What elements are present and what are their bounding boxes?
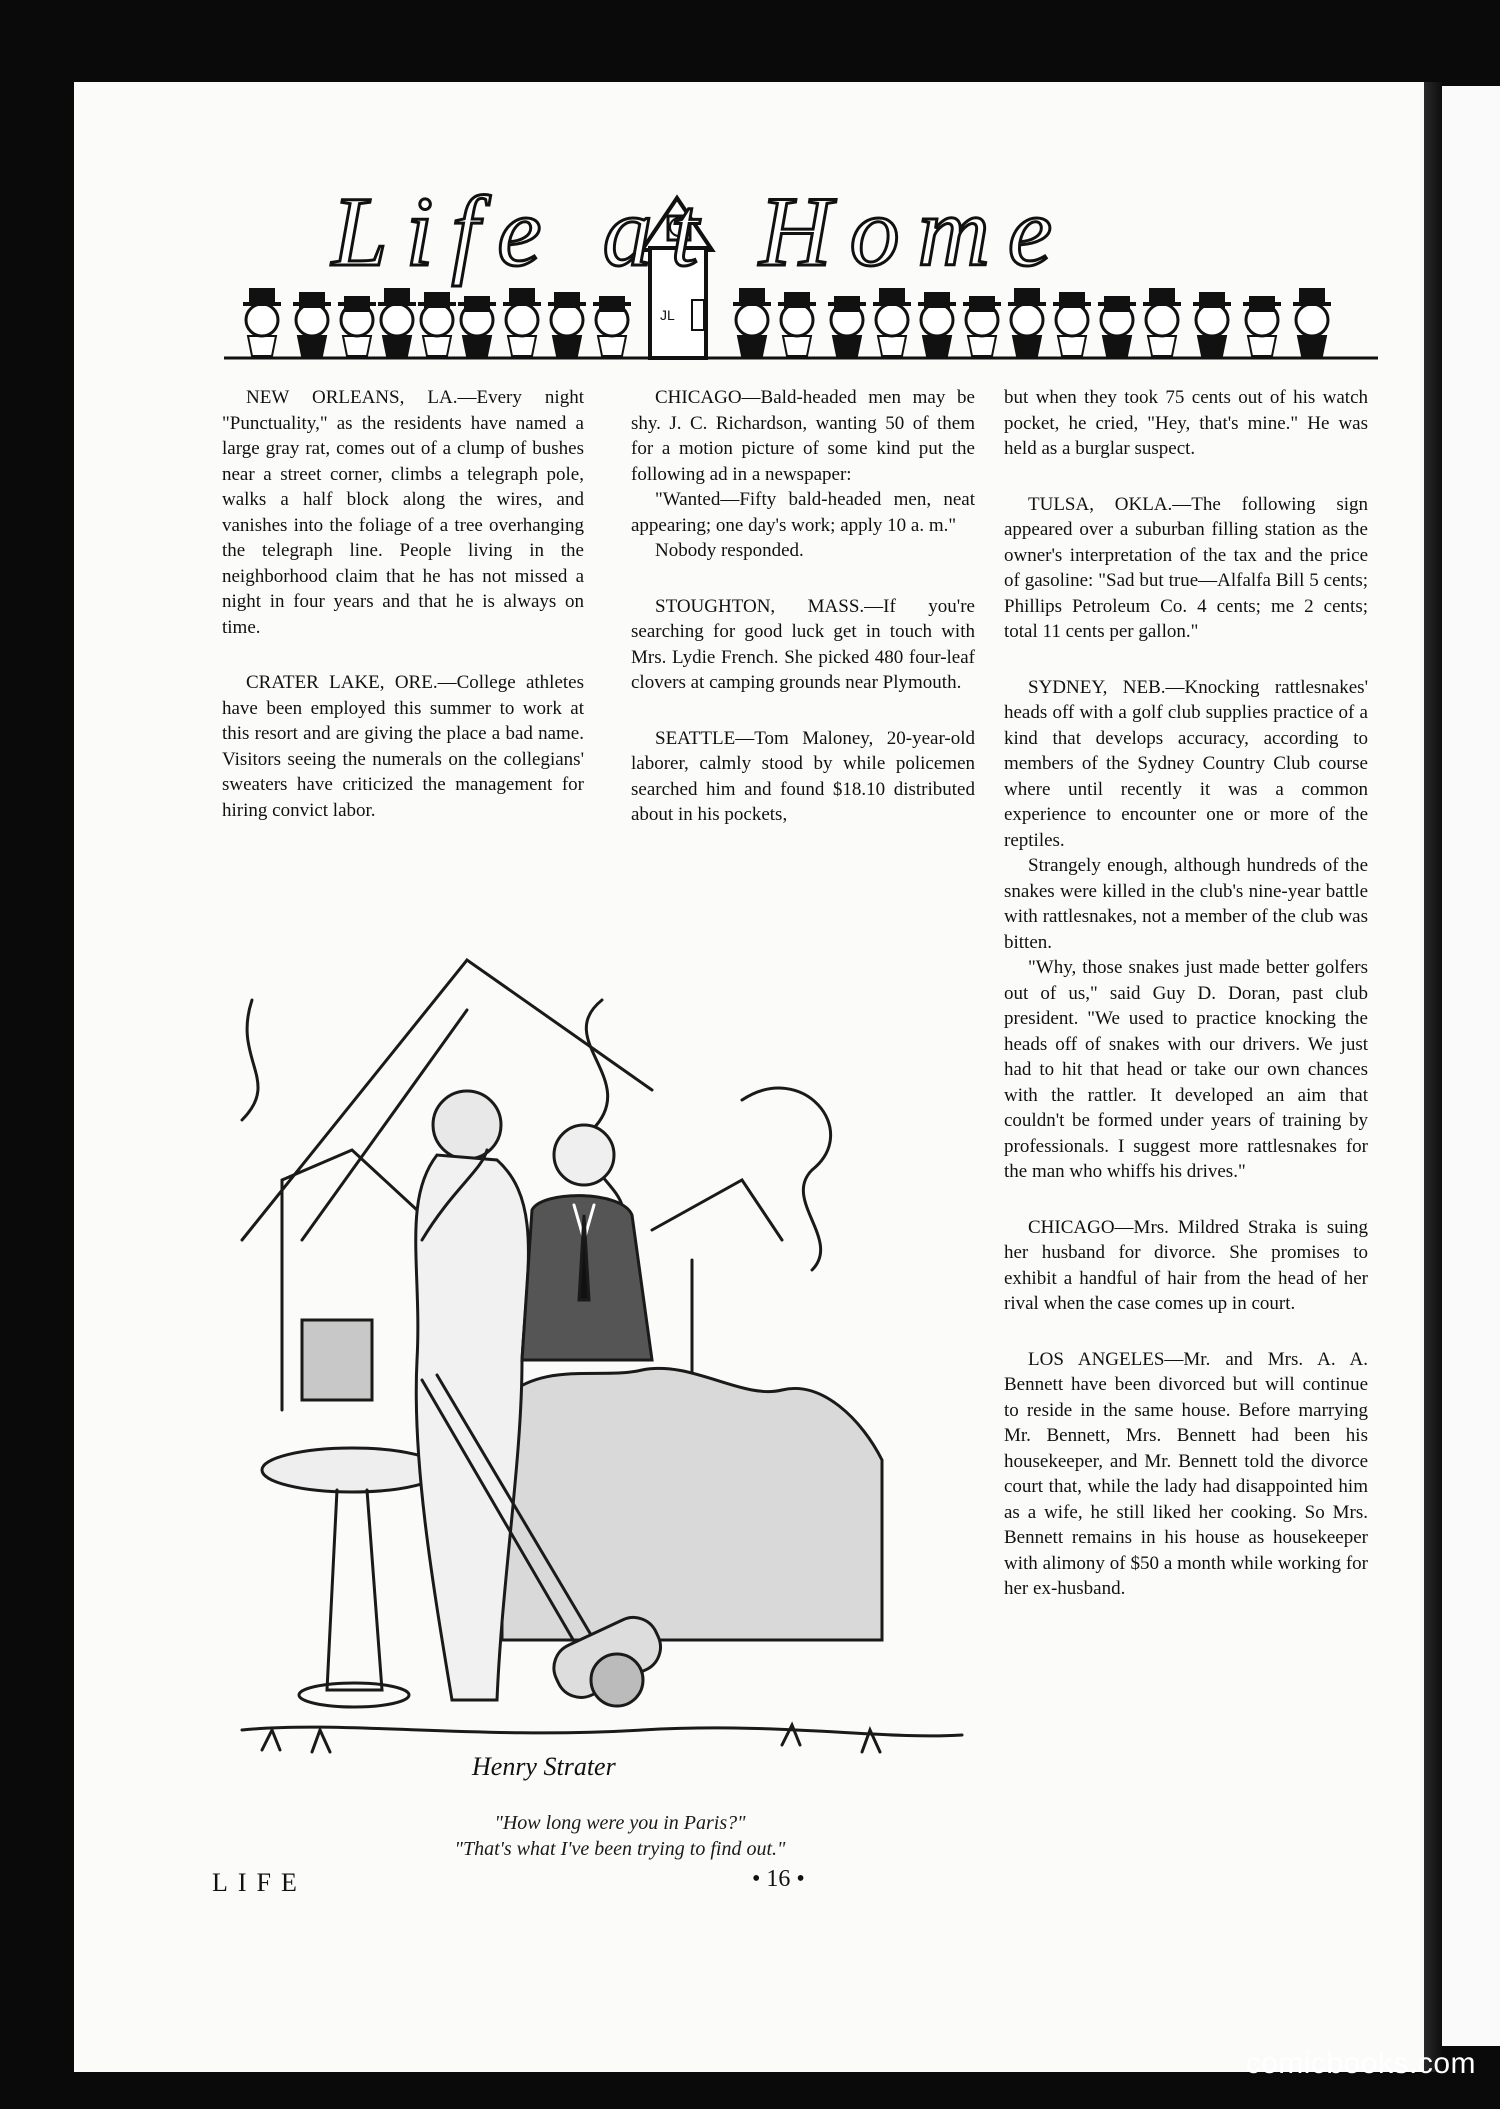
cartoon-figure bbox=[548, 292, 586, 356]
news-item-crater-lake bbox=[222, 670, 584, 823]
section-masthead bbox=[222, 170, 1380, 370]
caption-line-answer: "That's what I've been trying to find out." bbox=[454, 1838, 786, 1860]
news-paragraph: STOUGHTON, MASS.—If you're searching for good luck get in touch with Mrs. Lydie French. She picked 480 four-leaf clovers at camping grounds near Plymouth. bbox=[631, 595, 975, 693]
news-item-los-angeles bbox=[1004, 1347, 1368, 1602]
cartoon-figure bbox=[1243, 296, 1281, 356]
house-sign-initials: JL bbox=[660, 307, 675, 323]
news-paragraph: LOS ANGELES—Mr. and Mrs. A. A. Bennett have been divorced but will continue to reside in the same house. Before marrying Mr. Bennett, Mrs. Bennett had been his housekeeper, and Mr. Bennett told the divorce court that, while the lady had disappointed him as a wife, he still liked her cooking. So Mrs. Bennett remains in his house as housekeeper with alimony of $50 a month while working for her ex-husband. bbox=[1004, 1348, 1368, 1599]
scan-border-left bbox=[0, 0, 70, 2109]
news-item-seattle-continued bbox=[1004, 385, 1368, 462]
garden-scene-drawing bbox=[222, 940, 977, 1795]
cartoon-figure bbox=[458, 296, 496, 356]
news-paragraph: CHICAGO—Bald-headed men may be shy. J. C. Richardson, wanting 50 of them for a motion picture of some kind put the following ad in a newspaper: bbox=[631, 387, 975, 485]
cartoon-figure bbox=[778, 292, 816, 356]
news-item-sydney bbox=[1004, 675, 1368, 1185]
news-paragraph: Nobody responded. bbox=[655, 540, 804, 561]
cartoon-figure bbox=[503, 288, 541, 356]
masthead-illustration bbox=[222, 170, 1380, 370]
text-column-3 bbox=[1004, 385, 1368, 1632]
cartoon-figure bbox=[1293, 288, 1331, 356]
news-item-chicago-bald bbox=[631, 385, 975, 564]
news-item-seattle bbox=[631, 726, 975, 828]
cartoon-figure bbox=[1008, 288, 1046, 356]
cartoon-figure bbox=[828, 296, 866, 356]
news-item-tulsa bbox=[1004, 492, 1368, 645]
footer-magazine-name: LIFE bbox=[212, 1868, 307, 1897]
text-column-2 bbox=[631, 385, 975, 858]
news-paragraph: "Why, those snakes just made better golfers out of us," said Guy D. Doran, past club president. "We used to practice knocking the heads off of snakes with our drivers. We just had to hit that head or take our own chances with the rattler. It developed an aim that couldn't be formed under years of training by professionals. I suggest more rattlesnakes for the man who whiffs his drives." bbox=[1004, 957, 1368, 1182]
news-paragraph: NEW ORLEANS, LA.—Every night "Punctuality," as the residents have named a large gray rat, comes out of a clump of bushes near a street corner, climbs a telegraph pole, walks a half block along the wires, and vanishes into the foliage of a tree overhanging the telegraph line. People living in the neighborhood claim that he has not missed a night in four years and that he is always on time. bbox=[222, 387, 584, 638]
cartoon-caption bbox=[320, 1810, 920, 1862]
cartoon-figure bbox=[338, 296, 376, 356]
cartoon-figure bbox=[1053, 292, 1091, 356]
cartoon-figure bbox=[378, 288, 416, 356]
news-paragraph: CHICAGO—Mrs. Mildred Straka is suing her husband for divorce. She promises to exhibit a handful of hair from the head of her rival when the case comes up in court. bbox=[1004, 1216, 1368, 1314]
news-paragraph: but when they took 75 cents out of his watch pocket, he cried, "Hey, that's mine." He was held as a burglar suspect. bbox=[1004, 387, 1368, 459]
cartoon-figure bbox=[1143, 288, 1181, 356]
cartoon-illustration bbox=[222, 940, 977, 1795]
cartoon-figure bbox=[1193, 292, 1231, 356]
gutter-shadow bbox=[1424, 82, 1442, 2072]
caption-line-question: "How long were you in Paris?" bbox=[494, 1812, 746, 1834]
cartoon-figure bbox=[873, 288, 911, 356]
cartoon-figure bbox=[733, 288, 771, 356]
cartoon-figure bbox=[918, 292, 956, 356]
news-paragraph: Strangely enough, although hundreds of the snakes were killed in the club's nine-year battle with rattlesnakes, not a member of the club was bitten. bbox=[1004, 855, 1368, 953]
text-column-1 bbox=[222, 385, 584, 853]
scan-border-top bbox=[0, 0, 1500, 80]
footer-page-number: • 16 • bbox=[752, 1866, 805, 1892]
section-title-script: Life at Home bbox=[332, 176, 1071, 287]
artist-signature: Henry Strater bbox=[472, 1752, 616, 1781]
news-item-chicago-divorce bbox=[1004, 1215, 1368, 1317]
cartoon-figure bbox=[593, 296, 631, 356]
next-page-edge bbox=[1442, 86, 1500, 2046]
news-paragraph: SYDNEY, NEB.—Knocking rattlesnakes' heads off with a golf club supplies practice of a kind that develops accuracy, according to members of the Sydney Country Club course where until recently it was a common experience to encounter one or more of the reptiles. bbox=[1004, 676, 1368, 851]
cartoon-figure bbox=[243, 288, 281, 356]
cartoon-figure bbox=[293, 292, 331, 356]
news-paragraph: CRATER LAKE, ORE.—College athletes have been employed this summer to work at this resort and are giving the place a bad name. Visitors seeing the numerals on the collegians' sweaters have criticized the management for hiring convict labor. bbox=[222, 672, 584, 821]
news-paragraph: TULSA, OKLA.—The following sign appeared over a suburban filling station as the owner's interpretation of the tax and the price of gasoline: "Sad but true—Alfalfa Bill 5 cents; Phillips Petroleum Co. 4 cents; me 2 cents; total 11 cents per gallon." bbox=[1004, 493, 1368, 642]
site-watermark: comicbooks.com bbox=[1245, 2047, 1476, 2080]
cartoon-figure bbox=[418, 292, 456, 356]
news-paragraph: SEATTLE—Tom Maloney, 20-year-old laborer, calmly stood by while policemen searched him and found $18.10 distributed about in his pockets, bbox=[631, 727, 975, 825]
news-paragraph: "Wanted—Fifty bald-headed men, neat appearing; one day's work; apply 10 a. m." bbox=[631, 489, 975, 536]
news-item-stoughton bbox=[631, 594, 975, 696]
cartoon-figure bbox=[1098, 296, 1136, 356]
news-item-new-orleans bbox=[222, 385, 584, 640]
cartoon-figures-row bbox=[243, 288, 1331, 356]
cartoon-figure bbox=[963, 296, 1001, 356]
